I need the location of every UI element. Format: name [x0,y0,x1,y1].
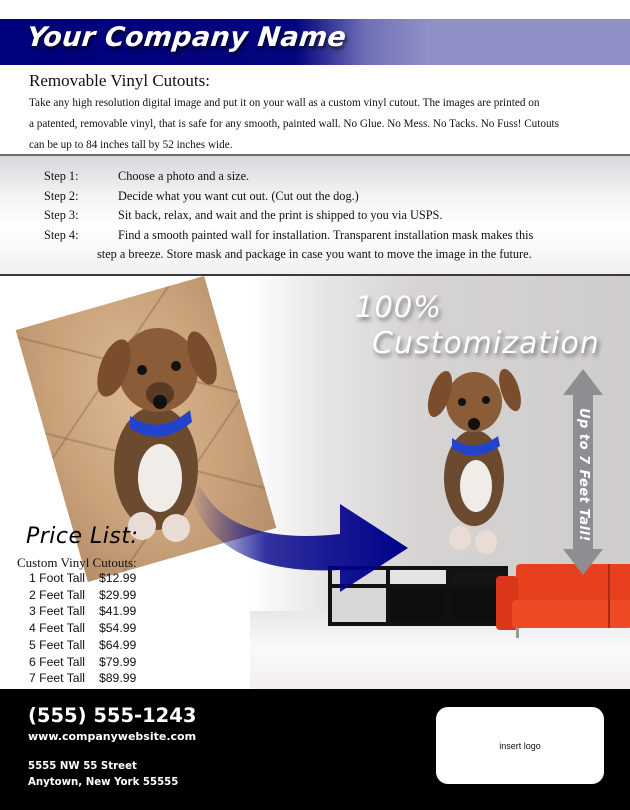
price-value: $29.99 [99,587,137,602]
price-value: $12.99 [99,571,137,585]
price-list-subtitle: Custom Vinyl Cutouts: [17,555,137,570]
step-label: Step 3: [44,208,79,222]
price-row [29,670,136,687]
step-item [44,167,624,187]
price-row [29,620,136,637]
step-text: Choose a photo and a size. [118,169,250,183]
dog-cutout-on-wall [420,358,530,558]
price-value: $64.99 [99,637,137,652]
address-line: 5555 NW 55 Street [28,761,137,772]
headline-customization: Customization [372,326,600,361]
step-text: Find a smooth painted wall for installation. Transparent installation mask makes this [118,227,534,242]
price-size: 2 Feet Tall [29,587,86,602]
price-size: 4 Feet Tall [29,621,86,636]
intro-body [29,93,619,156]
step-text: Sit back, relax, and wait and the print is shipped to you via USPS. [118,208,443,222]
step-continuation: step a breeze. Store mask and package in case you want to move the image in the future. [97,247,532,261]
price-value: $89.99 [99,671,137,686]
intro-line: Take any high resolution digital image and put it on your wall as a custom vinyl cutout. The images are printed on [29,97,540,109]
steps-list [44,167,624,265]
price-list [29,570,136,687]
price-value: $54.99 [99,621,137,636]
price-size: 1 Foot Tall [29,571,86,585]
company-name: Your Company Name [25,22,348,53]
price-size: 5 Feet Tall [29,637,86,652]
price-row [29,587,136,604]
price-row [29,570,136,587]
step-item [44,206,624,226]
intro-line: a patented, removable vinyl, that is safe for any smooth, painted wall. No Glue. No Mess. No Tacks. No Fuss! Cutouts [29,118,560,130]
price-row [29,603,136,620]
step-label: Step 1: [44,169,79,183]
logo-placeholder [436,707,604,784]
phone-number[interactable]: (555) 555-1243 [28,704,197,727]
price-row [29,654,136,671]
step-item [44,187,624,207]
headline-percent: 100% [355,290,442,324]
address-line: Anytown, New York 55555 [28,776,179,788]
price-size: 7 Feet Tall [29,671,86,686]
website-link[interactable]: www.companywebsite.com [28,730,197,743]
step-text: Decide what you want cut out. (Cut out the dog.) [118,188,359,203]
intro-line: can be up to 84 inches tall by 52 inches wide. [29,139,233,151]
step-label: Step 4: [44,227,79,242]
price-size: 6 Feet Tall [29,654,86,669]
intro-section [29,70,619,156]
logo-placeholder-text: insert logo [499,740,541,751]
price-value: $79.99 [99,654,137,669]
height-callout: Up to 7 Feet Tall! [576,408,591,542]
step-item [44,226,624,246]
step-label: Step 2: [44,188,79,203]
price-size: 3 Feet Tall [29,604,86,619]
price-list-title: Price List: [26,524,139,549]
price-row [29,637,136,654]
price-value: $41.99 [99,604,137,619]
intro-title: Removable Vinyl Cutouts: [29,71,210,90]
address [28,759,178,790]
transform-arrow-icon [190,476,410,596]
